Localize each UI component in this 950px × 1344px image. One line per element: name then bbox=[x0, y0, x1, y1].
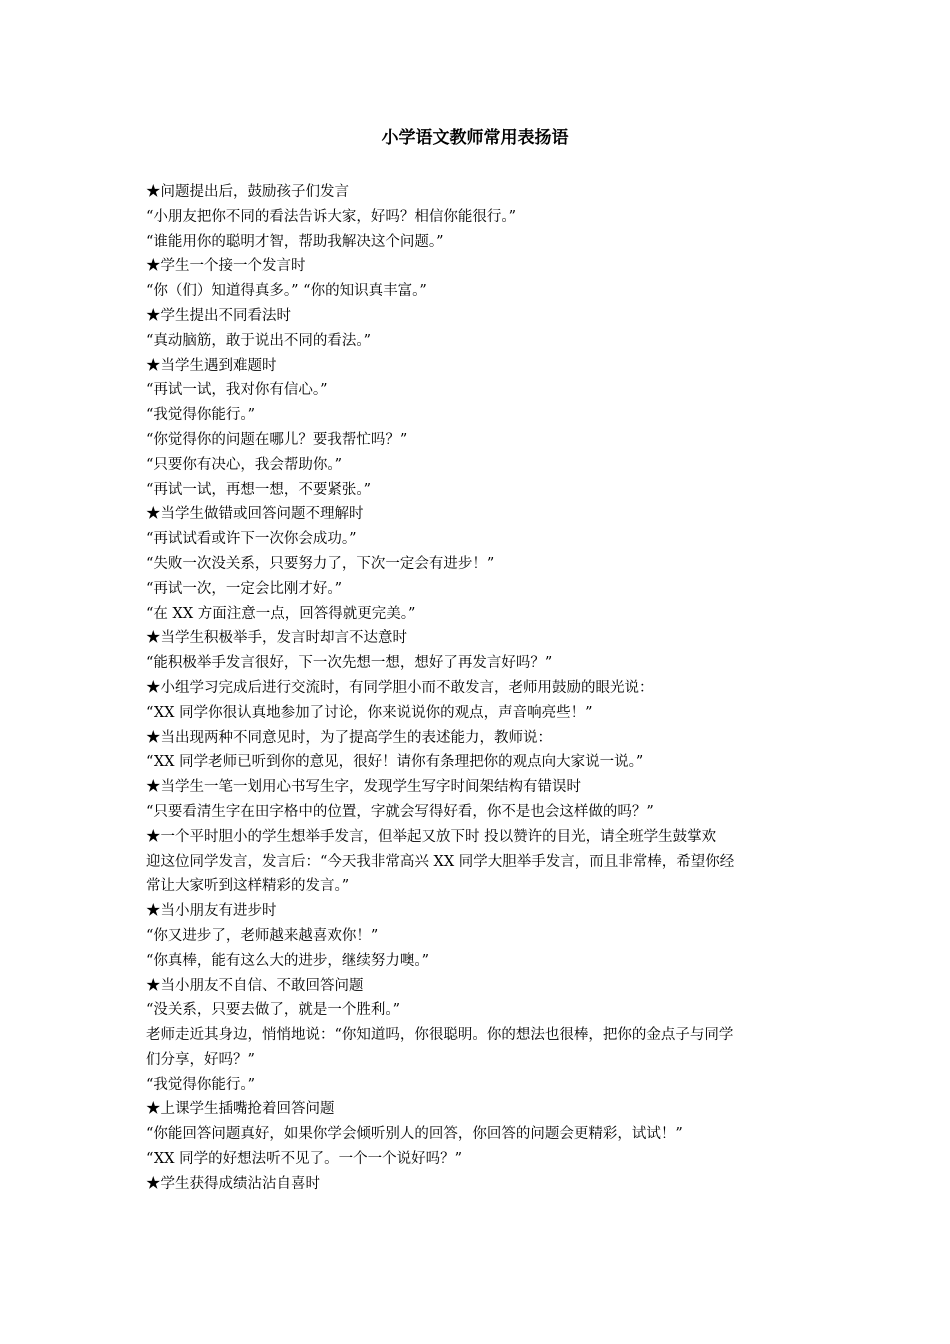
praise-line: 迎这位同学发言，发言后：“今天我非常高兴 XX 同学大胆举手发言，而且非常棒，希望你经 bbox=[146, 853, 735, 870]
praise-line: “谁能用你的聪明才智，帮助我解决这个问题。” bbox=[146, 233, 444, 250]
section-heading: ★学生一个接一个发言时 bbox=[146, 258, 306, 275]
section-heading: ★当出现两种不同意见时，为了提高学生的表述能力，教师说： bbox=[146, 729, 552, 746]
praise-line: “只要你有决心，我会帮助你。” bbox=[146, 456, 343, 473]
praise-line: “再试一试，再想一想，不要紧张。” bbox=[146, 481, 372, 498]
praise-line: 老师走近其身边，悄悄地说：“你知道吗，你很聪明。你的想法也很棒，把你的金点子与同学 bbox=[146, 1027, 734, 1044]
praise-line: “再试一试，我对你有信心。” bbox=[146, 382, 328, 399]
section-heading: ★上课学生插嘴抢着回答问题 bbox=[146, 1101, 335, 1118]
praise-line: “再试试看或许下一次你会成功。” bbox=[146, 531, 357, 548]
praise-line: “我觉得你能行。” bbox=[146, 407, 256, 424]
praise-line: “你觉得你的问题在哪儿？要我帮忙吗？” bbox=[146, 431, 408, 448]
praise-line: “你（们）知道得真多。” “你的知识真丰富。” bbox=[146, 283, 427, 300]
praise-line: “真动脑筋，敢于说出不同的看法。” bbox=[146, 332, 372, 349]
praise-line: “只要看清生字在田字格中的位置，字就会写得好看，你不是也会这样做的吗？” bbox=[146, 803, 654, 820]
praise-line: “在 XX 方面注意一点，回答得就更完美。” bbox=[146, 605, 416, 622]
section-heading: ★当学生积极举手，发言时却言不达意时 bbox=[146, 630, 407, 647]
praise-line: “你真棒，能有这么大的进步，继续努力噢。” bbox=[146, 952, 430, 969]
section-heading: ★当学生做错或回答问题不理解时 bbox=[146, 506, 364, 523]
section-heading: ★问题提出后，鼓励孩子们发言 bbox=[146, 184, 349, 200]
document-title: 小学语文教师常用表扬语 bbox=[381, 128, 569, 148]
praise-line: “XX 同学的好想法听不见了。一个一个说好吗？” bbox=[146, 1151, 462, 1168]
section-heading: ★当学生遇到难题时 bbox=[146, 357, 277, 374]
praise-line: “再试一次，一定会比刚才好。” bbox=[146, 580, 343, 597]
praise-line: “失败一次没关系，只要努力了，下次一定会有进步！” bbox=[146, 555, 495, 572]
section-heading: ★当小朋友不自信、不敢回答问题 bbox=[146, 977, 364, 994]
section-heading: ★当学生一笔一划用心书写生字，发现学生写字时间架结构有错误时 bbox=[146, 779, 581, 796]
praise-line: “XX 同学你很认真地参加了讨论，你来说说你的观点，声音响亮些！” bbox=[146, 704, 593, 721]
section-heading: ★一个平时胆小的学生想举手发言，但举起又放下时 投以赞许的目光，请全班学生鼓掌欢 bbox=[146, 828, 717, 845]
praise-line: “XX 同学老师已听到你的意见，很好！请你有条理把你的观点向大家说一说。” bbox=[146, 754, 644, 771]
section-heading: ★小组学习完成后进行交流时，有同学胆小而不敢发言，老师用鼓励的眼光说： bbox=[146, 679, 654, 696]
praise-line: 常让大家听到这样精彩的发言。” bbox=[146, 878, 350, 895]
praise-line: “能积极举手发言很好，下一次先想一想，想好了再发言好吗？” bbox=[146, 655, 553, 672]
section-heading: ★当小朋友有进步时 bbox=[146, 903, 277, 920]
praise-line: “我觉得你能行。” bbox=[146, 1076, 256, 1093]
section-heading: ★学生提出不同看法时 bbox=[146, 307, 291, 324]
praise-line: 们分享，好吗？” bbox=[146, 1051, 255, 1068]
section-heading: ★学生获得成绩沾沾自喜时 bbox=[146, 1175, 320, 1192]
praise-line: “你能回答问题真好，如果你学会倾听别人的回答，你回答的问题会更精彩，试试！” bbox=[146, 1126, 683, 1143]
praise-line: “你又进步了，老师越来越喜欢你！” bbox=[146, 927, 379, 944]
praise-line: “没关系，只要去做了，就是一个胜利。” bbox=[146, 1002, 401, 1019]
document-body bbox=[146, 180, 811, 1197]
praise-line: “小朋友把你不同的看法告诉大家，好吗？相信你能很行。” bbox=[146, 208, 517, 225]
